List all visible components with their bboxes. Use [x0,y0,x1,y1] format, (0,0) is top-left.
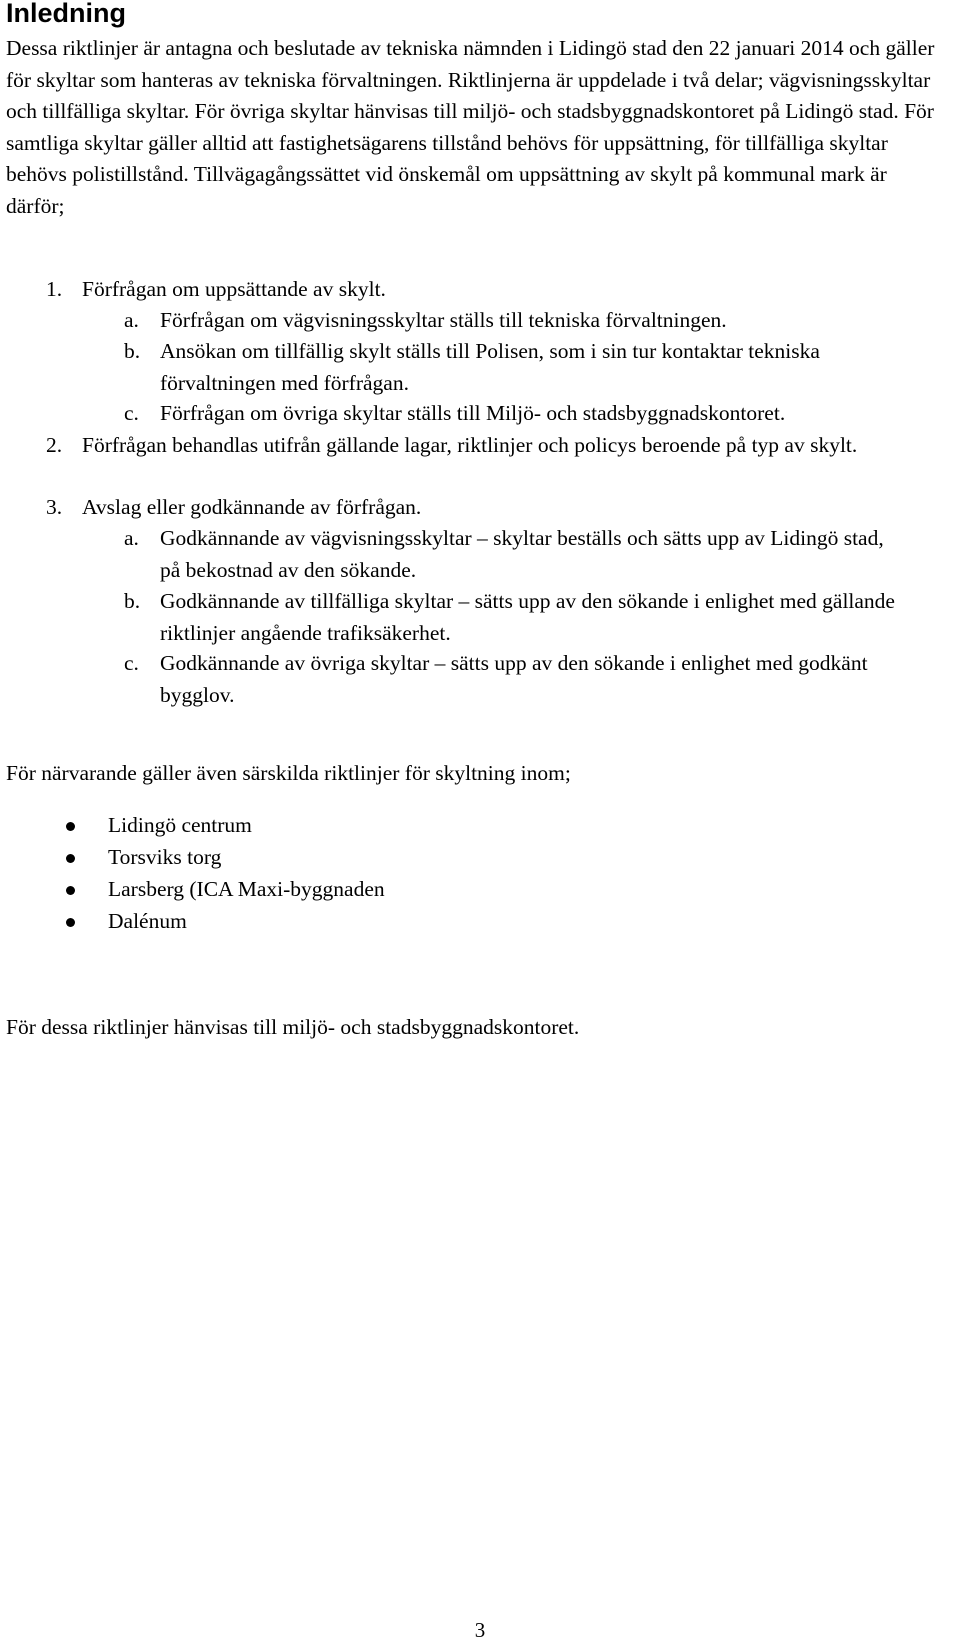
list-subitem-letter: a. [124,308,139,332]
bullet-icon [66,918,75,927]
list-item-number: 2. [46,433,63,457]
list-item-text: Förfrågan om uppsättande av skylt. [82,277,386,301]
list-subitem-letter: c. [124,651,139,675]
location-name: Lidingö centrum [108,813,252,837]
list-item-number: 3. [46,495,63,519]
bullet-icon [66,886,75,895]
list-subitem-letter: b. [124,339,141,363]
list-subitem-text: Godkännande av vägvisningsskyltar – skyltar beställs och sätts upp av Lidingö stad, på bekostnad av den sökande. [160,526,884,582]
bullet-icon [66,854,75,863]
closing-paragraph: För dessa riktlinjer hänvisas till miljö- och stadsbyggnadskontoret. [6,1015,580,1039]
list-item-text: Förfrågan behandlas utifrån gällande lagar, riktlinjer och policys beroende på typ av skylt. [82,433,858,457]
list-subitem-text: Ansökan om tillfällig skylt ställs till Polisen, som i sin tur kontaktar tekniska förvaltningen med förfrågan. [160,339,820,395]
list-subitem-text: Godkännande av övriga skyltar – sätts upp av den sökande i enlighet med godkänt bygglov. [160,651,868,707]
location-name: Larsberg (ICA Maxi-byggnaden [108,877,385,901]
list-subitem-letter: a. [124,526,139,550]
list-subitem-letter: b. [124,589,141,613]
special-guidelines-paragraph: För närvarande gäller även särskilda riktlinjer för skyltning inom; [6,761,571,785]
location-name: Dalénum [108,909,187,933]
list-item-number: 1. [46,277,63,301]
intro-paragraph: Dessa riktlinjer är antagna och beslutade av tekniska nämnden i Lidingö stad den 22 januari 2014 och gäller för skyltar som hanteras av tekniska förvaltningen. Riktlinjerna är uppdelade i två delar; vägvisningsskyltar och tillfälliga skyltar. För övriga skyltar hänvisas till miljö- och stadsbyggnadskontoret på Lidingö stad. För samtliga skyltar gäller alltid att fastighetsägarens tillstånd behövs för uppsättning, för tillfälliga skyltar behövs polistillstånd. Tillvägagångssättet vid önskemål om uppsättning av skylt på kommunal mark är därför; [6,36,935,218]
list-subitem-text: Förfrågan om övriga skyltar ställs till Miljö- och stadsbyggnadskontoret. [160,401,786,425]
page-number: 3 [474,1618,486,1642]
list-subitem-text: Godkännande av tillfälliga skyltar – sätts upp av den sökande i enlighet med gällande riktlinjer angående trafiksäkerhet. [160,589,895,645]
list-subitem-letter: c. [124,401,139,425]
list-item-text: Avslag eller godkännande av förfrågan. [82,495,422,519]
bullet-icon [66,822,75,831]
list-subitem-text: Förfrågan om vägvisningsskyltar ställs till tekniska förvaltningen. [160,308,727,332]
page-heading: Inledning [6,0,126,28]
location-name: Torsviks torg [108,845,222,869]
